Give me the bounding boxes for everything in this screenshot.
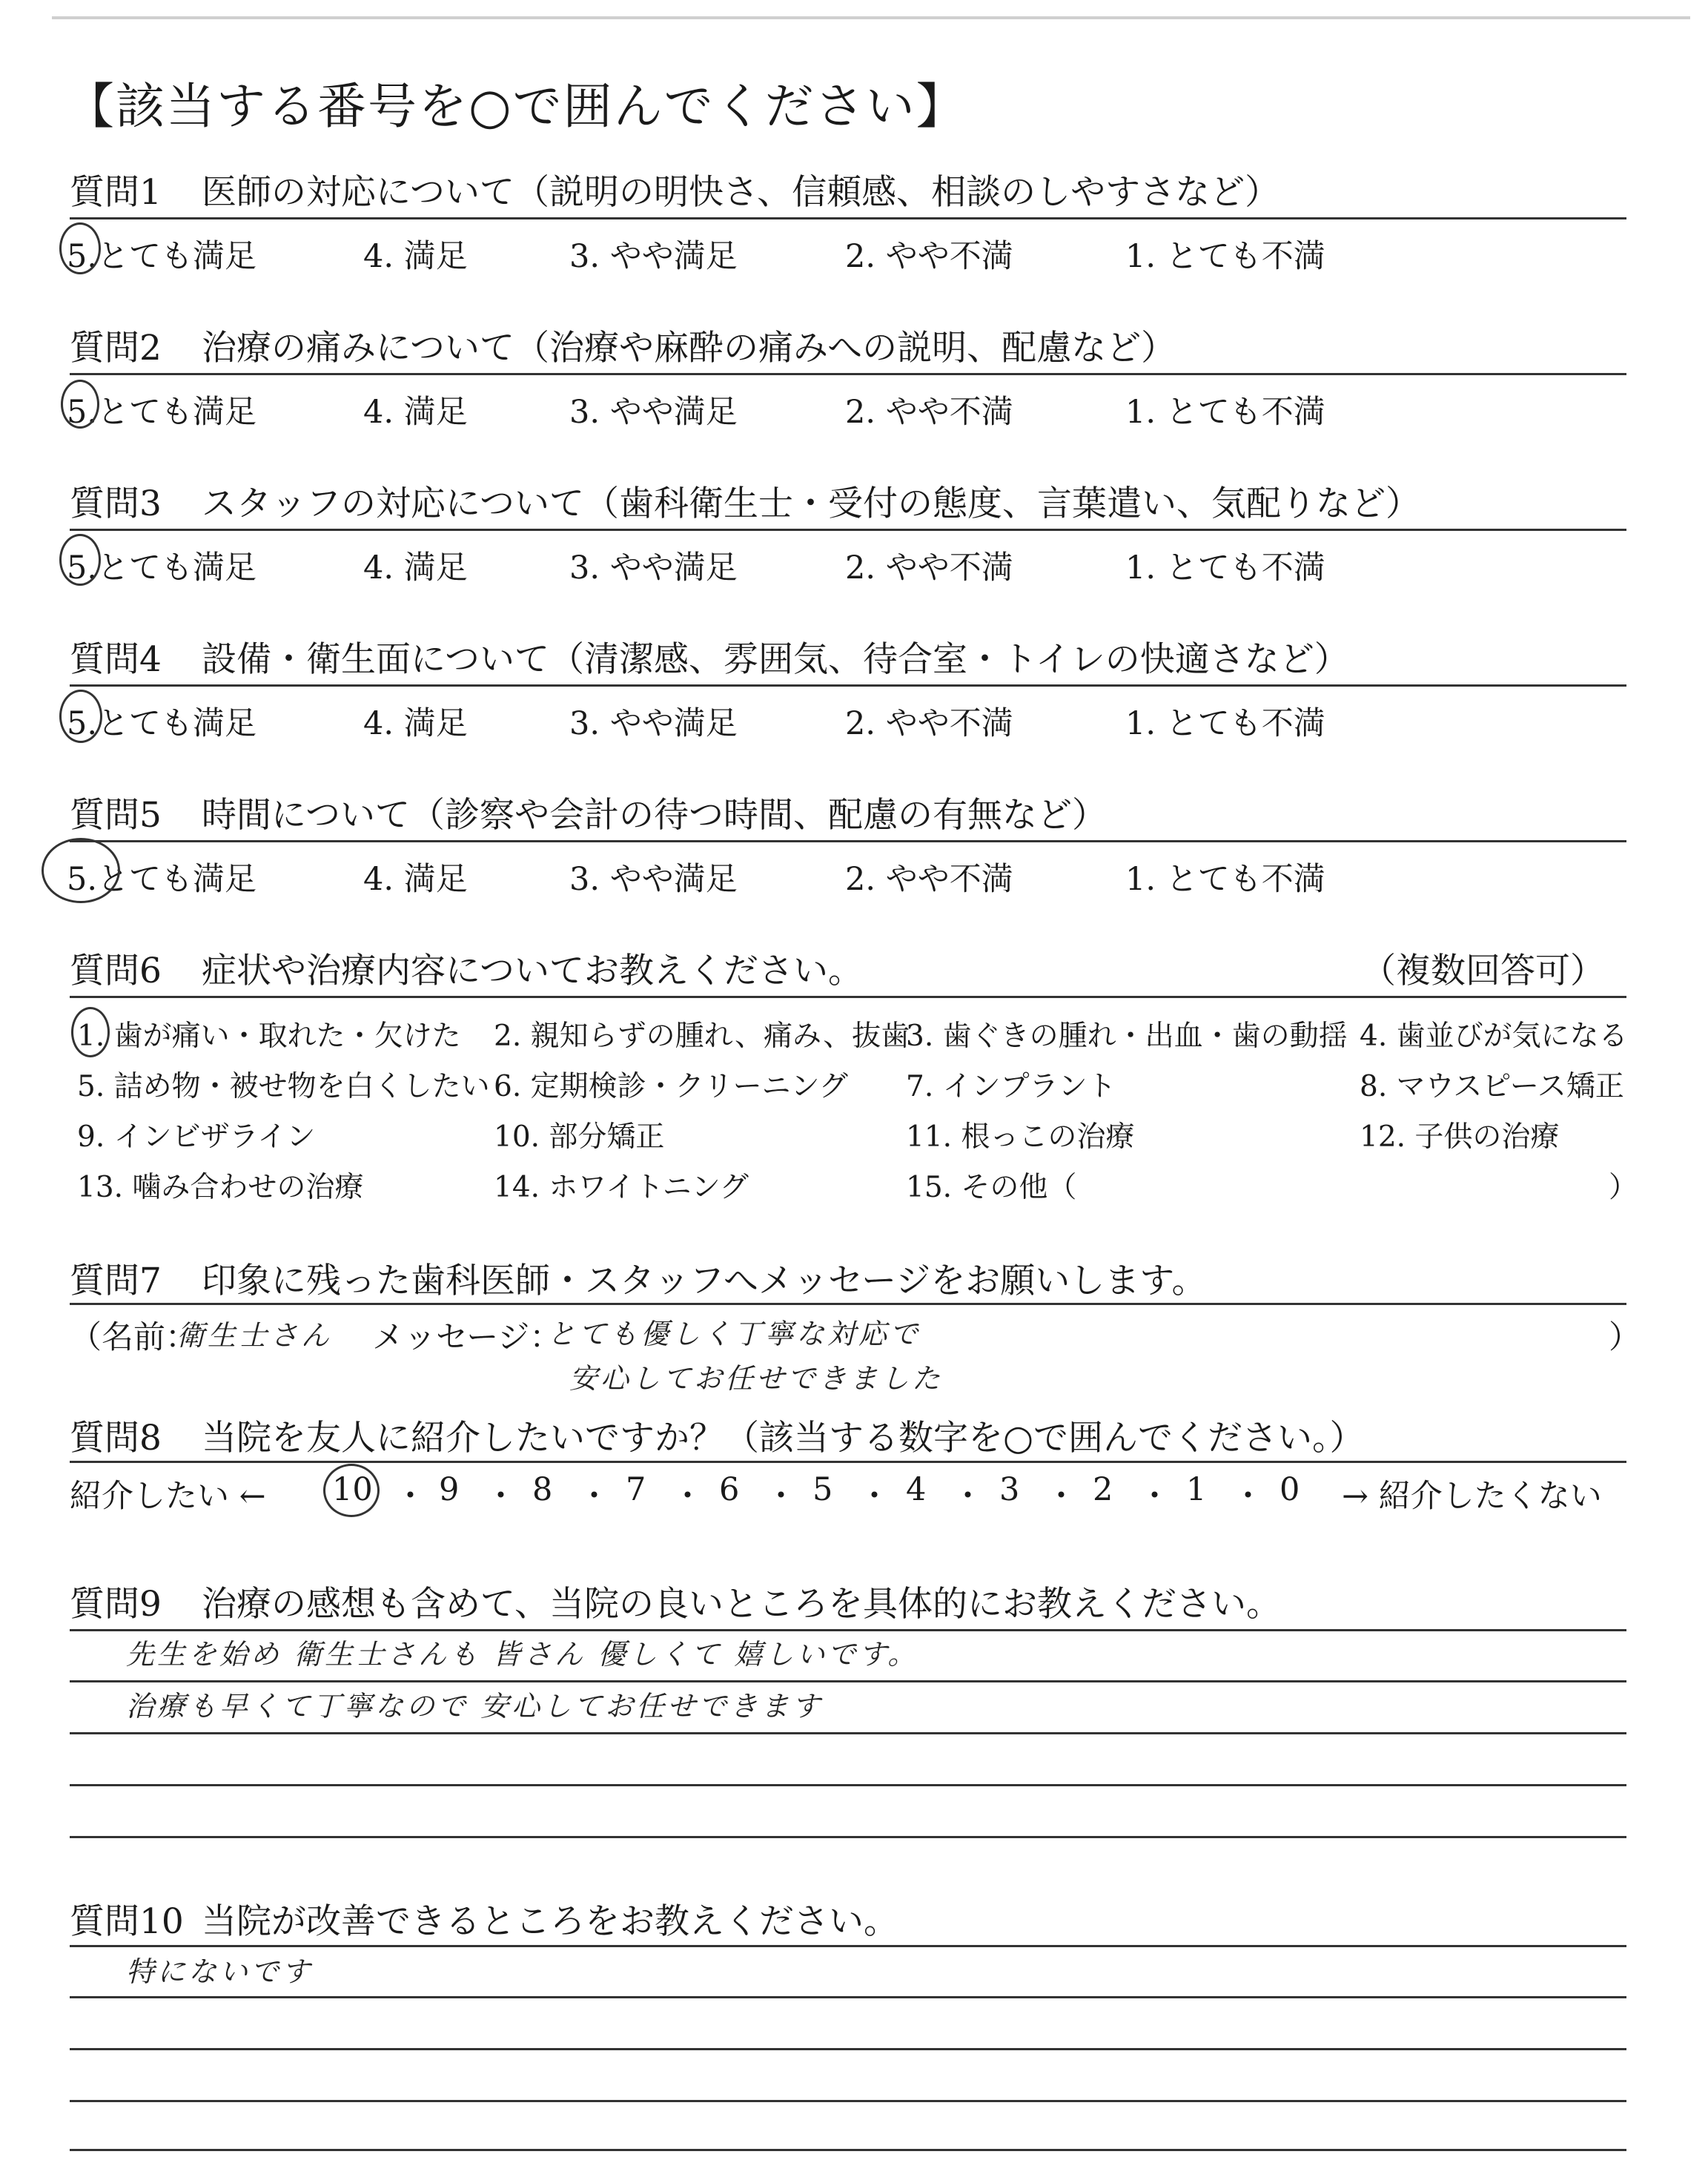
- q3-option-5[interactable]: 5.とても満足: [67, 549, 257, 587]
- q8-separator: ・: [765, 1478, 797, 1515]
- question-10-rule-3: [70, 2048, 1626, 2050]
- q4-option-4[interactable]: 4. 満足: [363, 705, 468, 742]
- q5-option-5[interactable]: 5.とても満足: [67, 861, 257, 898]
- q1-option-3[interactable]: 3. やや満足: [569, 238, 738, 275]
- q6-item-3[interactable]: 3. 歯ぐきの腫れ・出血・歯の動揺: [906, 1020, 1348, 1053]
- q8-separator: ・: [485, 1478, 517, 1515]
- question-6-rule: [70, 996, 1626, 998]
- q2-option-5[interactable]: 5.とても満足: [67, 394, 257, 431]
- q8-separator: ・: [672, 1478, 704, 1515]
- question-9-rule-4: [70, 1784, 1626, 1786]
- question-3-text: スタッフの対応について（歯科衛生士・受付の態度、言葉遣い、気配りなど）: [202, 483, 1421, 524]
- q9-answer-line-2[interactable]: 治療も早くて丁寧なので 安心してお任せできます: [126, 1690, 824, 1723]
- q6-item-9[interactable]: 9. インビザライン: [77, 1120, 316, 1154]
- q5-option-3[interactable]: 3. やや満足: [569, 861, 738, 898]
- q7-message-label: メッセージ：: [372, 1319, 562, 1356]
- q8-scale-8[interactable]: 8: [532, 1471, 553, 1508]
- question-7-rule: [70, 1303, 1626, 1305]
- q8-scale-4[interactable]: 4: [906, 1471, 927, 1508]
- q2-answer-circle: [61, 380, 99, 429]
- question-10-text: 当院が改善できるところをお教えください。: [202, 1901, 898, 1942]
- q7-message-line-2[interactable]: 安心してお任せできました: [569, 1362, 944, 1395]
- q6-item-15[interactable]: 15. その他（: [906, 1171, 1077, 1204]
- q2-option-3[interactable]: 3. やや満足: [569, 394, 738, 431]
- question-1-text: 医師の対応について（説明の明快さ、信頼感、相談のしやすさなど）: [202, 172, 1280, 213]
- q4-option-2[interactable]: 2. やや不満: [845, 705, 1013, 742]
- question-4-label: 質問4: [70, 639, 162, 680]
- question-6-text: 症状や治療内容についてお教えください。: [202, 951, 864, 991]
- question-4-text: 設備・衛生面について（清潔感、雰囲気、待合室・トイレの快適さなど）: [202, 639, 1349, 680]
- q7-message-line-1[interactable]: とても優しく丁寧な対応で: [547, 1318, 921, 1350]
- q6-item-5[interactable]: 5. 詰め物・被せ物を白くしたい: [77, 1070, 490, 1103]
- q3-answer-circle: [59, 534, 101, 586]
- q8-separator: ・: [952, 1478, 984, 1515]
- q8-separator: ・: [1139, 1478, 1171, 1515]
- q8-scale-6[interactable]: 6: [719, 1471, 740, 1508]
- question-9-rule-2: [70, 1680, 1626, 1682]
- q7-close-paren: ）: [1609, 1319, 1641, 1356]
- q8-separator: ・: [1232, 1478, 1264, 1515]
- q6-item-11[interactable]: 11. 根っこの治療: [906, 1120, 1135, 1154]
- question-8-rule: [70, 1461, 1626, 1463]
- q5-option-4[interactable]: 4. 満足: [363, 861, 468, 898]
- q8-separator: ・: [858, 1478, 890, 1515]
- question-7-label: 質問7: [70, 1261, 162, 1301]
- q6-item-1[interactable]: 1. 歯が痛い・取れた・欠けた: [77, 1020, 461, 1053]
- q4-option-3[interactable]: 3. やや満足: [569, 705, 738, 742]
- q8-scale-5[interactable]: 5: [812, 1471, 833, 1508]
- question-5-rule: [70, 840, 1626, 842]
- q6-item-13[interactable]: 13. 噛み合わせの治療: [77, 1171, 364, 1204]
- question-1-rule: [70, 217, 1626, 219]
- question-10-rule-1: [70, 1945, 1626, 1947]
- q8-scale-0[interactable]: 0: [1280, 1471, 1300, 1508]
- q3-option-2[interactable]: 2. やや不満: [845, 549, 1013, 587]
- question-6-note: （複数回答可）: [1361, 951, 1605, 991]
- question-9-label: 質問9: [70, 1584, 162, 1625]
- q8-separator: ・: [578, 1478, 610, 1515]
- q1-option-5[interactable]: 5.とても満足: [67, 238, 257, 275]
- question-10-rule-5: [70, 2149, 1626, 2151]
- q8-scale-1[interactable]: 1: [1186, 1471, 1207, 1508]
- q8-separator: ・: [1045, 1478, 1077, 1515]
- q6-item-12[interactable]: 12. 子供の治療: [1360, 1120, 1560, 1154]
- q1-option-2[interactable]: 2. やや不満: [845, 238, 1013, 275]
- question-10-label: 質問10: [70, 1901, 184, 1942]
- q8-scale-7[interactable]: 7: [626, 1471, 646, 1508]
- question-4-rule: [70, 684, 1626, 687]
- q10-answer-line-1[interactable]: 特にないです: [126, 1955, 314, 1988]
- question-1-label: 質問1: [70, 172, 162, 213]
- question-9-text: 治療の感想も含めて、当院の良いところを具体的にお教えください。: [202, 1584, 1282, 1625]
- q5-option-1[interactable]: 1. とても不満: [1125, 861, 1325, 898]
- q1-option-1[interactable]: 1. とても不満: [1125, 238, 1325, 275]
- q2-option-2[interactable]: 2. やや不満: [845, 394, 1013, 431]
- question-8-text: 当院を友人に紹介したいですか？（該当する数字を○で囲んでください。）: [202, 1418, 1365, 1459]
- question-9-rule-3: [70, 1732, 1626, 1734]
- q3-option-3[interactable]: 3. やや満足: [569, 549, 738, 587]
- question-2-rule: [70, 373, 1626, 375]
- q6-item-2[interactable]: 2. 親知らずの腫れ、痛み、抜歯: [494, 1020, 910, 1053]
- q6-other-close-paren: ）: [1609, 1171, 1638, 1204]
- q8-scale-10[interactable]: 10: [332, 1471, 373, 1508]
- q7-name-label: （名前：: [70, 1319, 197, 1356]
- q6-item-6[interactable]: 6. 定期検診・クリーニング: [494, 1070, 848, 1103]
- q8-right-label: → 紹介したくない: [1342, 1478, 1602, 1515]
- q2-option-4[interactable]: 4. 満足: [363, 394, 468, 431]
- q4-option-1[interactable]: 1. とても不満: [1125, 705, 1325, 742]
- question-5-text: 時間について（診察や会計の待つ時間、配慮の有無など）: [202, 795, 1108, 836]
- question-3-label: 質問3: [70, 483, 162, 524]
- question-8-label: 質問8: [70, 1418, 162, 1459]
- question-10-rule-4: [70, 2100, 1626, 2102]
- question-3-rule: [70, 529, 1626, 531]
- q9-answer-line-1[interactable]: 先生を始め 衛生士さんも 皆さん 優しくて 嬉しいです。: [126, 1638, 919, 1671]
- q5-answer-circle: [42, 838, 120, 903]
- form-title: 【該当する番号を○で囲んでください】: [65, 78, 967, 135]
- q4-option-5[interactable]: 5.とても満足: [67, 705, 257, 742]
- q8-scale-3[interactable]: 3: [999, 1471, 1020, 1508]
- q6-item-4[interactable]: 4. 歯並びが気になる: [1360, 1020, 1628, 1053]
- q3-option-1[interactable]: 1. とても不満: [1125, 549, 1325, 587]
- q8-scale-2[interactable]: 2: [1093, 1471, 1113, 1508]
- scan-edge-line: [52, 16, 1690, 19]
- q5-option-2[interactable]: 2. やや不満: [845, 861, 1013, 898]
- q6-item-7[interactable]: 7. インプラント: [906, 1070, 1116, 1103]
- q8-answer-circle: [323, 1464, 380, 1517]
- question-9-rule-5: [70, 1836, 1626, 1838]
- question-10-rule-2: [70, 1996, 1626, 1998]
- q6-item-14[interactable]: 14. ホワイトニング: [494, 1171, 749, 1204]
- q4-answer-circle: [59, 690, 102, 743]
- question-2-text: 治療の痛みについて（治療や麻酔の痛みへの説明、配慮など）: [202, 328, 1176, 369]
- question-5-label: 質問5: [70, 795, 162, 836]
- q8-separator: ・: [394, 1478, 426, 1515]
- q3-option-4[interactable]: 4. 満足: [363, 549, 468, 587]
- question-7-text: 印象に残った歯科医師・スタッフへメッセージをお願いします。: [202, 1261, 1207, 1301]
- q1-option-4[interactable]: 4. 満足: [363, 238, 468, 275]
- question-2-label: 質問2: [70, 328, 162, 369]
- q8-scale-9[interactable]: 9: [439, 1471, 460, 1508]
- q8-left-label: 紹介したい ←: [70, 1478, 266, 1515]
- q6-item-8[interactable]: 8. マウスピース矯正: [1360, 1070, 1624, 1103]
- q6-item-10[interactable]: 10. 部分矯正: [494, 1120, 665, 1154]
- q6-answer-circle: [71, 1007, 110, 1057]
- q2-option-1[interactable]: 1. とても不満: [1125, 394, 1325, 431]
- question-6-label: 質問6: [70, 951, 162, 991]
- q1-answer-circle: [59, 222, 101, 274]
- q7-name-value[interactable]: 衛生士さん: [176, 1319, 333, 1352]
